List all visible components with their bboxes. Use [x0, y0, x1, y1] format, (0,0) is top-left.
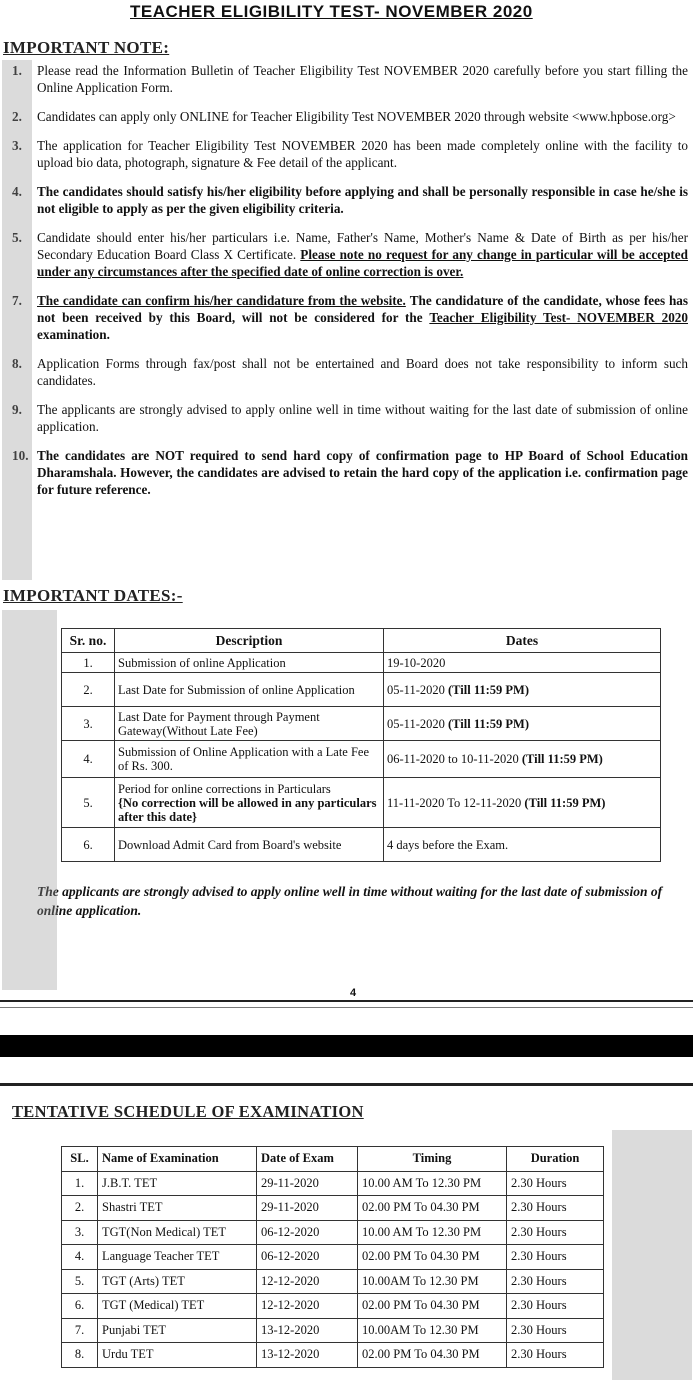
table-row: 4. Submission of Online Application with a Late Fee of Rs. 300. 06-11-2020 to 10-11-2020 (Till 11:59 PM)	[62, 741, 661, 778]
note-text: The candidates should satisfy his/her eligibility before applying and shall be personally responsible in case he/she is not eligible to apply as per the given eligibility criteria.	[37, 184, 688, 216]
scan-noise	[2, 60, 32, 580]
schedule-heading: TENTATIVE SCHEDULE OF EXAMINATION	[12, 1102, 364, 1121]
table-row: 3. Last Date for Payment through Payment Gateway(Without Late Fee) 05-11-2020 (Till 11:59 PM)	[62, 707, 661, 741]
table-row: 3. TGT(Non Medical) TET 06-12-2020 10.00 AM To 12.30 PM 2.30 Hours	[62, 1220, 604, 1245]
schedule-table	[61, 1146, 604, 1368]
important-dates-heading: IMPORTANT DATES:-	[3, 586, 183, 605]
advisory-text: The applicants are strongly advised to apply online well in time without waiting for the last date of submission of online application.	[37, 884, 663, 918]
divider	[0, 1007, 693, 1008]
table-header: Duration	[507, 1147, 604, 1172]
table-header: Sr. no.	[62, 629, 115, 653]
page-title: TEACHER ELIGIBILITY TEST- NOVEMBER 2020	[130, 2, 533, 21]
table-row: 1. Submission of online Application 19-10-2020	[62, 653, 661, 673]
note-item: 1. Please read the Information Bulletin of Teacher Eligibility Test NOVEMBER 2020 carefully before you start filling the Online Application Form.	[12, 63, 688, 95]
note-item: 8. Application Forms through fax/post shall not be entertained and Board does not take responsibility to inform such candidates.	[12, 356, 688, 388]
table-header: Name of Examination	[98, 1147, 257, 1172]
important-note-list	[0, 62, 688, 510]
note-emphasis: Teacher Eligibility Test- NOVEMBER 2020	[429, 310, 688, 325]
note-emphasis: The candidate can confirm his/her candidature from the website.	[37, 293, 406, 308]
table-header: SL.	[62, 1147, 98, 1172]
divider	[0, 1000, 693, 1002]
note-item: 7. The candidate can confirm his/her candidature from the website. The candidature of the candidate, whose fees has not been received by this Board, will not be considered for the Teacher Eligibility Test- NOVEMBER 2020 examination.	[12, 293, 688, 342]
table-header: Dates	[384, 629, 661, 653]
table-row: 8. Urdu TET 13-12-2020 02.00 PM To 04.30 PM 2.30 Hours	[62, 1343, 604, 1368]
table-row: 5. Period for online corrections in Particulars {No correction will be allowed in any particulars after this date} 11-11-2020 To 12-11-2020 (Till 11:59 PM)	[62, 778, 661, 828]
page-number: 4	[350, 987, 357, 999]
note-item: 4. The candidates should satisfy his/her eligibility before applying and shall be personally responsible in case he/she is not eligible to apply as per the given eligibility criteria.	[12, 184, 688, 216]
table-header: Description	[115, 629, 384, 653]
important-dates-table	[61, 628, 661, 862]
table-row: 6. Download Admit Card from Board's website 4 days before the Exam.	[62, 828, 661, 862]
table-row: 1. J.B.T. TET 29-11-2020 10.00 AM To 12.30 PM 2.30 Hours	[62, 1171, 604, 1196]
note-item: 5. Candidate should enter his/her particulars i.e. Name, Father's Name, Mother's Name & Date of Birth as per his/her Secondary Education Board Class X Certificate. Please note no request for any change in particular will be accepted under any circumstances after the specified date of online correction is over.	[12, 230, 688, 279]
note-item: 10. The candidates are NOT required to send hard copy of confirmation page to HP Board of School Education Dharamshala. However, the candidates are advised to retain the hard copy of the application i.e. confirmation page for future reference.	[12, 448, 688, 497]
table-header: Timing	[358, 1147, 507, 1172]
divider	[0, 1083, 693, 1086]
note-text: Candidate should enter his/her particulars i.e. Name, Father's Name, Mother's Name & Date of Birth as per his/her Secondary Education Board Class X Certificate.	[37, 230, 688, 262]
note-text: The candidature of the candidate, whose fees has not been received by this Board, will not be considered for the	[37, 293, 688, 325]
note-text: Please read the Information Bulletin of Teacher Eligibility Test NOVEMBER 2020 carefully before you start filling the Online Application Form.	[37, 63, 688, 95]
table-row: 2. Shastri TET 29-11-2020 02.00 PM To 04.30 PM 2.30 Hours	[62, 1196, 604, 1221]
note-item: 9. The applicants are strongly advised to apply online well in time without waiting for the last date of submission of online application.	[12, 402, 688, 434]
note-emphasis: Please note no request for any change in particular will be accepted under any circumstances after the specified date of online correction is over.	[37, 247, 688, 279]
note-item: 3. The application for Teacher Eligibility Test NOVEMBER 2020 has been made completely online with the facility to upload bio data, photograph, signature & Fee detail of the applicant.	[12, 138, 688, 170]
table-row: 7. Punjabi TET 13-12-2020 10.00AM To 12.30 PM 2.30 Hours	[62, 1318, 604, 1343]
table-row: 6. TGT (Medical) TET 12-12-2020 02.00 PM To 04.30 PM 2.30 Hours	[62, 1294, 604, 1319]
note-text: The application for Teacher Eligibility Test NOVEMBER 2020 has been made completely online with the facility to upload bio data, photograph, signature & Fee detail of the applicant.	[37, 138, 688, 170]
note-text: Candidates can apply only ONLINE for Teacher Eligibility Test NOVEMBER 2020 through website <www.hpbose.org>	[37, 109, 676, 124]
note-text: The candidates are NOT required to send hard copy of confirmation page to HP Board of School Education Dharamshala. However, the candidates are advised to retain the hard copy of the application i.e. confirmation page for future reference.	[37, 448, 688, 497]
note-text: Application Forms through fax/post shall not be entertained and Board does not take responsibility to inform such candidates.	[37, 356, 688, 388]
table-row: 5. TGT (Arts) TET 12-12-2020 10.00AM To 12.30 PM 2.30 Hours	[62, 1269, 604, 1294]
scan-noise	[612, 1130, 692, 1380]
scan-noise	[2, 610, 57, 990]
note-item: 2. Candidates can apply only ONLINE for Teacher Eligibility Test NOVEMBER 2020 through website <www.hpbose.org>	[12, 109, 676, 124]
page-break-band	[0, 1035, 693, 1057]
table-header: Date of Exam	[257, 1147, 358, 1172]
note-text: examination.	[37, 327, 110, 342]
important-note-heading: IMPORTANT NOTE:	[3, 38, 170, 57]
table-row: 2. Last Date for Submission of online Application 05-11-2020 (Till 11:59 PM)	[62, 673, 661, 707]
table-row: 4. Language Teacher TET 06-12-2020 02.00 PM To 04.30 PM 2.30 Hours	[62, 1245, 604, 1270]
note-text: The applicants are strongly advised to apply online well in time without waiting for the last date of submission of online application.	[37, 402, 688, 434]
